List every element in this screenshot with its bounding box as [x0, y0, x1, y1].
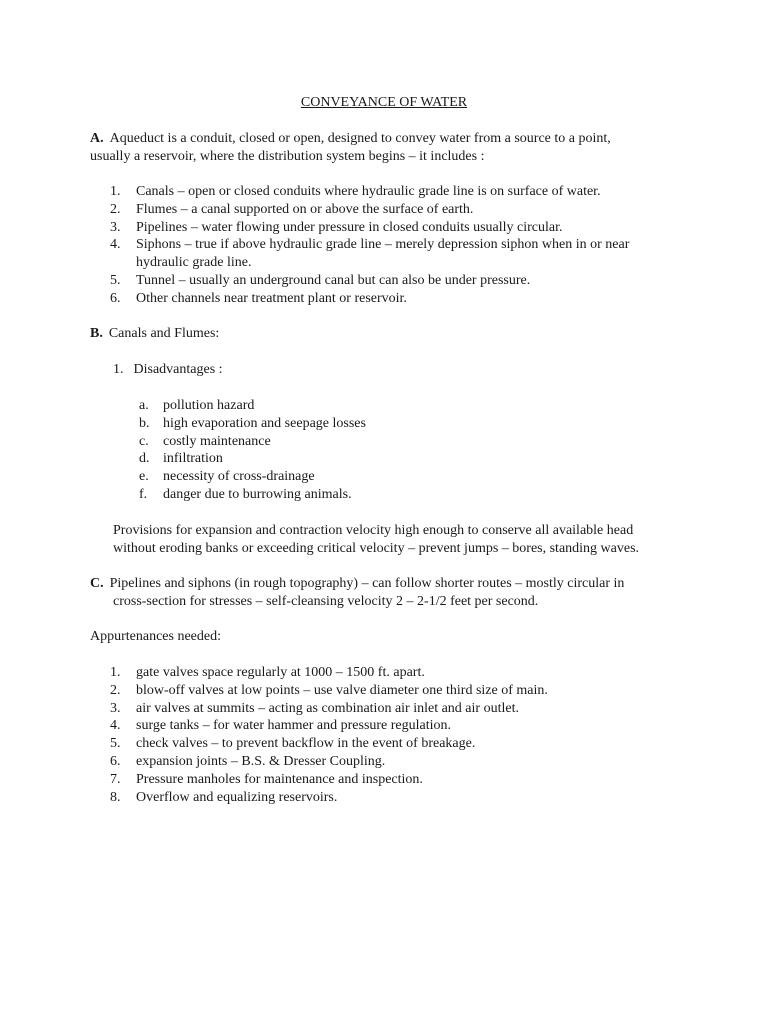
list-item: e. necessity of cross-drainage: [139, 469, 315, 485]
list-item: 2. blow-off valves at low points – use valve diameter one third size of main.: [110, 682, 548, 698]
list-item: 6. expansion joints – B.S. & Dresser Coupling.: [110, 753, 386, 769]
disadvantages-list: [139, 397, 659, 504]
section-a-text-line2: usually a reservoir, where the distribution system begins – it includes :: [90, 149, 485, 164]
list-item: c. costly maintenance: [139, 433, 271, 449]
list-item: d. infiltration: [139, 451, 223, 467]
section-a-text-line1: Aqueduct is a conduit, closed or open, designed to convey water from a source to a point,: [109, 131, 611, 146]
list-item: 7. Pressure manholes for maintenance and inspection.: [110, 771, 423, 787]
appurtenances-list: [110, 664, 690, 806]
list-item: 5. check valves – to prevent backflow in the event of breakage.: [110, 736, 476, 752]
section-a-letter: A.: [90, 131, 104, 146]
list-item: a. pollution hazard: [139, 398, 255, 413]
list-item: 3. air valves at summits – acting as combination air inlet and air outlet.: [110, 700, 519, 716]
list-item: 5. Tunnel – usually an underground canal but can also be under pressure.: [110, 272, 531, 288]
disadvantages-heading: 1. Disadvantages :: [113, 362, 223, 377]
page-title: CONVEYANCE OF WATER: [300, 95, 468, 110]
list-item: 4. surge tanks – for water hammer and pressure regulation.: [110, 718, 452, 734]
list-item: 1. gate valves space regularly at 1000 – 1500 ft. apart.: [110, 665, 425, 680]
list-item: 8. Overflow and equalizing reservoirs.: [110, 789, 338, 805]
list-item: 6. Other channels near treatment plant or reservoir.: [110, 290, 407, 306]
list-item: b. high evaporation and seepage losses: [139, 415, 366, 431]
section-b-heading: B. Canals and Flumes:: [90, 326, 220, 341]
list-item: 1. Canals – open or closed conduits where hydraulic grade line is on surface of water.: [110, 184, 601, 199]
list-item: 4. Siphons – true if above hydraulic grade line – merely depression siphon when in or near hydraulic grade line.: [110, 237, 630, 271]
section-b-letter: B.: [90, 326, 103, 341]
section-a-list: [110, 183, 690, 308]
section-c-letter: C.: [90, 576, 104, 591]
section-a-paragraph: [90, 130, 690, 166]
list-item: 2. Flumes – a canal supported on or above the surface of earth.: [110, 201, 474, 217]
appurtenances-heading: Appurtenances needed:: [90, 629, 221, 644]
section-c-paragraph: C. Pipelines and siphons (in rough topography) – can follow shorter routes – mostly circular in cross-section for stresses – self-cleansing velocity 2 – 2-1/2 feet per second.: [90, 576, 625, 609]
provisions-paragraph: Provisions for expansion and contraction velocity high enough to conserve all available head without eroding banks or exceeding critical velocity – prevent jumps – bores, standing waves.: [113, 523, 640, 556]
list-item: 3. Pipelines – water flowing under pressure in closed conduits usually circular.: [110, 219, 563, 235]
list-item: f. danger due to burrowing animals.: [139, 486, 352, 502]
